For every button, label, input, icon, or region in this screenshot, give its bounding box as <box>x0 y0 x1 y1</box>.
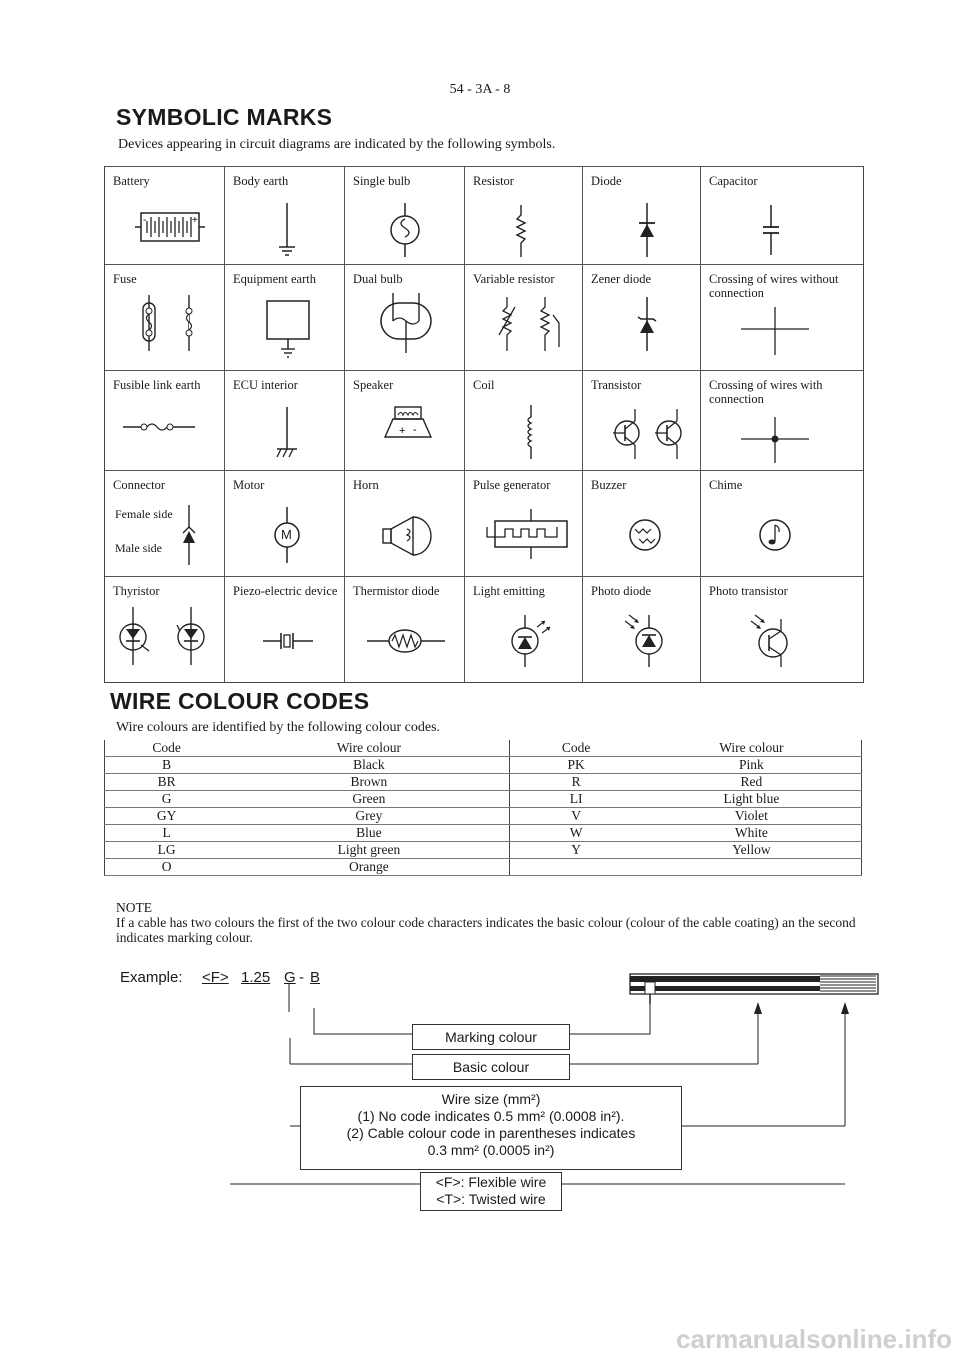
photo-transistor-icon <box>701 577 863 683</box>
light-emitting-icon <box>465 577 583 683</box>
table-row <box>105 757 862 774</box>
fusible-link-label: Fusible link earth <box>113 378 201 392</box>
code-cell: W <box>510 825 642 842</box>
buzzer-cell <box>583 471 701 577</box>
battery-icon <box>105 167 225 265</box>
code-cell: PK <box>510 757 642 774</box>
motor-icon <box>225 471 345 577</box>
single-bulb-cell <box>345 167 465 265</box>
table-row <box>105 825 862 842</box>
capacitor-cell <box>701 167 863 265</box>
dual-bulb-icon <box>345 265 465 371</box>
ecu-interior-icon <box>225 371 345 471</box>
colour-cell: Yellow <box>642 842 862 859</box>
svg-text:+: + <box>399 425 406 437</box>
single-bulb-label: Single bulb <box>353 174 411 188</box>
piezo-icon <box>225 577 345 683</box>
header-code: Code <box>105 740 229 757</box>
colour-cell: Black <box>228 757 510 774</box>
crossing-with-label: Crossing of wires with connection <box>709 378 823 406</box>
coil-icon <box>465 371 583 471</box>
resistor-cell <box>465 167 583 265</box>
diode-cell <box>583 167 701 265</box>
wire-size-note-3: 0.3 mm² (0.0005 in²) <box>427 1142 555 1158</box>
male-side-label: Male side <box>115 541 162 555</box>
fuse-icon <box>105 265 225 371</box>
svg-text:+: + <box>192 215 198 226</box>
header-code: Code <box>510 740 642 757</box>
code-cell <box>510 859 642 876</box>
thermistor-cell <box>345 577 465 683</box>
zener-diode-cell <box>583 265 701 371</box>
connector-cell <box>105 471 225 577</box>
thyristor-cell <box>105 577 225 683</box>
wire-size-note-2: (2) Cable colour code in parentheses indicates <box>346 1125 636 1141</box>
zener-diode-label: Zener diode <box>591 272 652 286</box>
fuse-label: Fuse <box>113 272 137 286</box>
symbol-row <box>105 166 863 265</box>
connector-icon <box>105 471 225 577</box>
wire-size-title: Wire size (mm²) <box>441 1091 541 1107</box>
example-basic-code: G <box>284 969 296 986</box>
colour-cell: Orange <box>228 859 510 876</box>
page-number: 54 - 3A - 8 <box>449 82 511 97</box>
wire-type-box <box>420 1172 562 1211</box>
variable-resistor-label: Variable resistor <box>473 272 555 286</box>
fusible-link-icon <box>105 371 225 471</box>
speaker-label: Speaker <box>353 378 394 392</box>
example-dash: - <box>299 969 304 986</box>
light-emitting-label: Light emitting <box>473 584 545 598</box>
example-marking-code: B <box>310 969 321 986</box>
chime-label: Chime <box>709 478 743 492</box>
variable-resistor-icon <box>465 265 583 371</box>
wire-size-box <box>300 1086 682 1170</box>
motor-label: Motor <box>233 478 265 492</box>
thermistor-icon <box>345 577 465 683</box>
colour-cell <box>642 859 862 876</box>
colour-cell: Brown <box>228 774 510 791</box>
wire-colour-title: WIRE COLOUR CODES <box>110 688 370 714</box>
pulse-generator-cell <box>465 471 583 577</box>
header-wire-colour: Wire colour <box>642 740 862 757</box>
marking-colour-box: Marking colour <box>412 1024 570 1050</box>
table-row <box>105 774 862 791</box>
light-emitting-cell <box>465 577 583 683</box>
horn-cell <box>345 471 465 577</box>
body-earth-cell <box>225 167 345 265</box>
colour-cell: Pink <box>642 757 862 774</box>
thyristor-icon <box>105 577 225 683</box>
symbol-row <box>105 576 863 683</box>
code-cell: LG <box>105 842 229 859</box>
battery-cell <box>105 167 225 265</box>
flexible-wire-label: <F>: Flexible wire <box>435 1174 547 1190</box>
speaker-icon <box>345 371 465 471</box>
wire-colour-table <box>104 740 862 876</box>
fuse-cell <box>105 265 225 371</box>
symbolic-intro: Devices appearing in circuit diagrams are indicated by the following symbols. <box>118 137 556 152</box>
cable-icon <box>630 974 878 1004</box>
crossing-with-icon <box>701 371 863 471</box>
dual-bulb-cell <box>345 265 465 371</box>
code-cell: L <box>105 825 229 842</box>
symbol-row <box>105 264 863 371</box>
thermistor-label: Thermistor diode <box>353 584 440 598</box>
note-text: If a cable has two colours the first of the two colour code characters indicates the basic colour (colour of the cable coating) an the second indicates marking colour. <box>116 915 856 945</box>
horn-label: Horn <box>353 478 379 492</box>
symbolic-marks-title: SYMBOLIC MARKS <box>116 104 333 130</box>
table-row <box>105 808 862 825</box>
svg-text:-: - <box>143 215 147 226</box>
equipment-earth-cell <box>225 265 345 371</box>
chime-icon <box>701 471 863 577</box>
colour-cell: Green <box>228 791 510 808</box>
battery-label: Battery <box>113 174 150 188</box>
colour-cell: Light blue <box>642 791 862 808</box>
transistor-icon <box>583 371 701 471</box>
photo-diode-icon <box>583 577 701 683</box>
buzzer-icon <box>583 471 701 577</box>
motor-cell <box>225 471 345 577</box>
zener-diode-icon <box>583 265 701 371</box>
table-row <box>105 859 862 876</box>
coil-label: Coil <box>473 378 495 392</box>
horn-icon <box>345 471 465 577</box>
photo-transistor-cell <box>701 577 863 683</box>
diode-icon <box>583 167 701 265</box>
dual-bulb-label: Dual bulb <box>353 272 403 286</box>
female-side-label: Female side <box>115 507 173 521</box>
pulse-generator-icon <box>465 471 583 577</box>
wire-table-header <box>105 740 862 757</box>
variable-resistor-cell <box>465 265 583 371</box>
code-cell: G <box>105 791 229 808</box>
table-row <box>105 842 862 859</box>
svg-text:-: - <box>413 424 417 436</box>
code-cell: V <box>510 808 642 825</box>
watermark: carmanualsonline.info <box>676 1324 952 1354</box>
connector-label: Connector <box>113 478 166 492</box>
photo-diode-label: Photo diode <box>591 584 652 598</box>
wire-colour-intro: Wire colours are identified by the following colour codes. <box>116 720 441 735</box>
equipment-earth-icon <box>225 265 345 371</box>
piezo-cell <box>225 577 345 683</box>
code-cell: B <box>105 757 229 774</box>
code-cell: BR <box>105 774 229 791</box>
code-cell: Y <box>510 842 642 859</box>
note-title: NOTE <box>116 900 152 915</box>
pulse-generator-label: Pulse generator <box>473 478 551 492</box>
table-row <box>105 791 862 808</box>
motor-letter: M <box>281 527 292 542</box>
chime-cell <box>701 471 863 577</box>
crossing-without-icon <box>701 265 863 371</box>
buzzer-label: Buzzer <box>591 478 627 492</box>
resistor-icon <box>465 167 583 265</box>
diode-label: Diode <box>591 174 622 188</box>
crossing-without-cell <box>701 265 863 371</box>
transistor-cell <box>583 371 701 471</box>
photo-diode-cell <box>583 577 701 683</box>
coil-cell <box>465 371 583 471</box>
symbol-row <box>105 370 863 471</box>
capacitor-label: Capacitor <box>709 174 758 188</box>
crossing-with-cell <box>701 371 863 471</box>
twisted-wire-label: <T>: Twisted wire <box>436 1191 546 1207</box>
body-earth-label: Body earth <box>233 174 289 188</box>
header-wire-colour: Wire colour <box>228 740 510 757</box>
speaker-cell <box>345 371 465 471</box>
equipment-earth-label: Equipment earth <box>233 272 316 286</box>
resistor-label: Resistor <box>473 174 514 188</box>
fusible-link-cell <box>105 371 225 471</box>
photo-transistor-label: Photo transistor <box>709 584 788 598</box>
example-flexible-code: <F> <box>202 969 229 986</box>
wire-size-note-1: (1) No code indicates 0.5 mm² (0.0008 in²). <box>357 1108 625 1124</box>
colour-cell: White <box>642 825 862 842</box>
colour-cell: Red <box>642 774 862 791</box>
single-bulb-icon <box>345 167 465 265</box>
capacitor-icon <box>701 167 863 265</box>
piezo-label: Piezo-electric device <box>233 584 338 598</box>
colour-cell: Grey <box>228 808 510 825</box>
thyristor-label: Thyristor <box>113 584 160 598</box>
colour-cell: Light green <box>228 842 510 859</box>
code-cell: LI <box>510 791 642 808</box>
symbol-grid <box>104 166 864 683</box>
crossing-without-label: Crossing of wires without connection <box>709 272 839 300</box>
code-cell: GY <box>105 808 229 825</box>
code-cell: R <box>510 774 642 791</box>
code-cell: O <box>105 859 229 876</box>
example-label: Example: <box>120 969 183 986</box>
transistor-label: Transistor <box>591 378 642 392</box>
basic-colour-box: Basic colour <box>412 1054 570 1080</box>
body-earth-icon <box>225 167 345 265</box>
ecu-interior-label: ECU interior <box>233 378 298 392</box>
example-size-code: 1.25 <box>241 969 271 986</box>
ecu-interior-cell <box>225 371 345 471</box>
colour-cell: Violet <box>642 808 862 825</box>
colour-cell: Blue <box>228 825 510 842</box>
symbol-row <box>105 470 863 577</box>
